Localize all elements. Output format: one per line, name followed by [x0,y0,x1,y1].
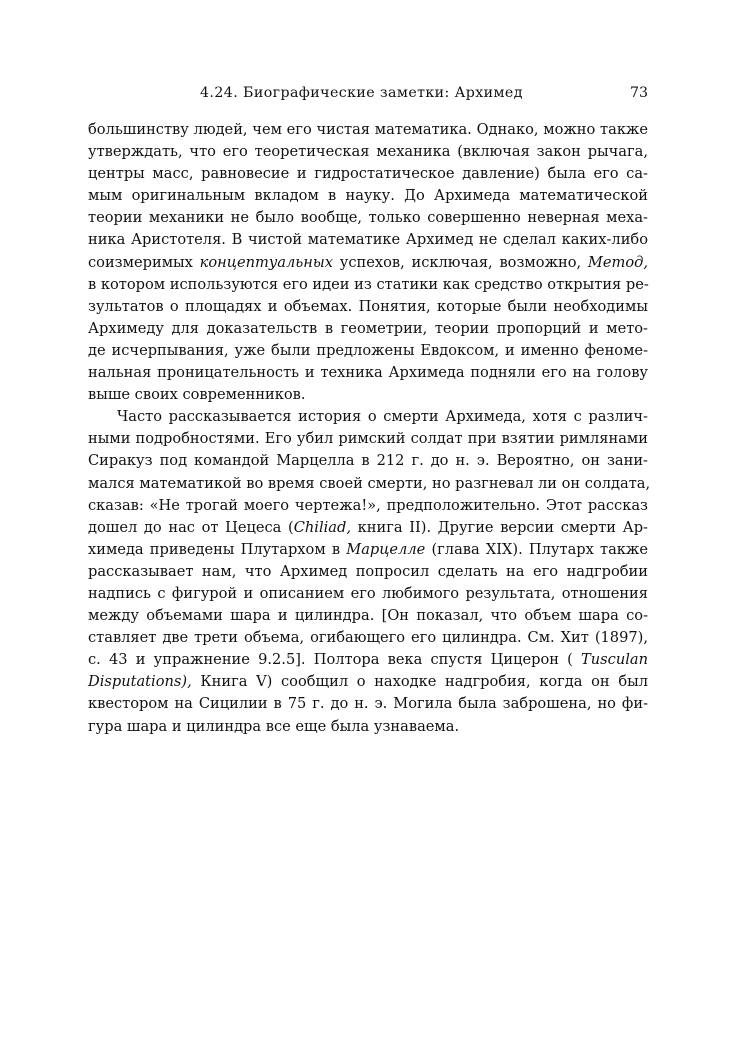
text-line: гура шара и цилиндра все еще была узнаваема. [88,717,460,735]
text-line: Disputations), Книга V) сообщил о находке надгробия, когда он был [88,673,648,691]
paragraph-1 [88,119,648,406]
italic-work-title: Метод, [587,253,648,271]
text-line: Сиракуз под командой Марцелла в 212 г. до н. э. Вероятно, он зани- [88,452,648,470]
body-text [88,119,651,738]
text-line: надпись с фигурой и описанием его любимого результата, отношения [88,584,648,602]
text-line: мался математикой во время своей смерти, но разгневал ли он солдата, [88,474,651,492]
text-line: ными подробностями. Его убил римский солдат при взятии римлянами [88,430,648,448]
text-line: рассказывает нам, что Архимед попросил сделать на его надгробии [88,562,648,580]
italic-work-title: Chiliad, [293,518,351,536]
text-line: выше своих современников. [88,386,306,404]
text-line: утверждать, что его теоретическая механика (включая закон рычага, [88,143,648,161]
text-line: химеда приведены Плутархом в Марцелле (глава XIX). Плутарх также [88,540,648,558]
running-title: 4.24. Биографические заметки: Архимед [200,85,523,101]
italic-work-title: Марцелле [346,540,426,558]
text-line: в котором используются его идеи из статики как средство открытия ре- [88,275,649,293]
text-line: Архимеду для доказательств в геометрии, теории пропорций и мето- [88,319,648,337]
text-line: Часто рассказывается история о смерти Архимеда, хотя с различ- [117,408,648,426]
text-line: теории механики не было вообще, только совершенно неверная меха- [88,209,648,227]
italic-term: концептуальных [199,253,333,271]
text-line: между объемами шара и цилиндра. [Он показал, что объем шара со- [88,607,648,625]
text-line: центры масс, равновесие и гидростатическое давление) была его са- [88,165,648,183]
text-line: большинству людей, чем его чистая математика. Однако, можно также [88,121,648,138]
text-line: с. 43 и упражнение 9.2.5]. Полтора века спустя Цицерон ( Tusculan [88,651,648,669]
text-line: ника Аристотеля. В чистой математике Архимед не сделал каких-либо [88,231,648,249]
text-line: соизмеримых концептуальных успехов, исключая, возможно, Метод, [88,253,648,271]
text-line: сказав: «Не трогай моего чертежа!», предположительно. Этот рассказ [88,496,648,514]
italic-work-title: Disputations), [88,673,192,691]
text-line: ставляет две трети объема, огибающего его цилиндра. См. Хит (1897), [88,629,648,647]
text-line: зультатов о площадях и объемах. Понятия, которые были необходимы [88,297,648,315]
text-line: дошел до нас от Цецеса (Chiliad, книга II). Другие версии смерти Ар- [88,518,648,536]
text-line: мым оригинальным вкладом в науку. До Архимеда математической [88,187,648,205]
text-line: квестором на Сицилии в 75 г. до н. э. Могила была заброшена, но фи- [88,695,648,713]
italic-work-title: Tusculan [581,651,648,669]
page-number: 73 [629,85,648,101]
text-line: нальная проницательность и техника Архимеда подняли его на голову [88,364,648,382]
text-line: де исчерпывания, уже были предложены Евдоксом, и именно феноме- [88,341,648,359]
paragraph-2 [88,406,651,737]
running-head [88,85,648,105]
